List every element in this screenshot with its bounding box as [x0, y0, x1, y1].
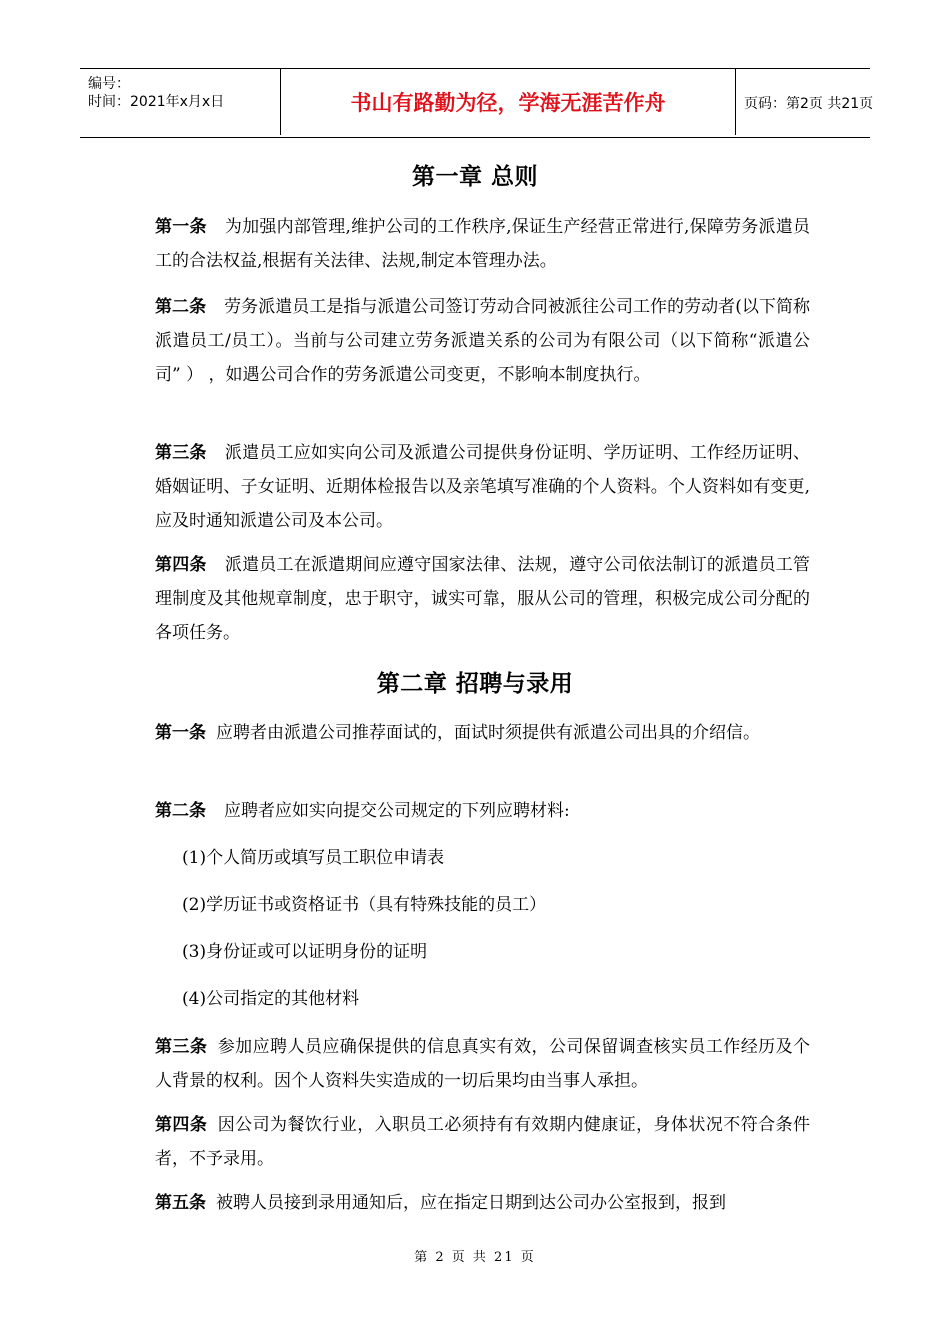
material-item: (2)学历证书或资格证书（具有特殊技能的员工） — [182, 895, 547, 915]
article-label: 第二条 — [155, 801, 206, 821]
chapter-2-title: 第二章 招聘与录用 — [376, 671, 574, 697]
article-label: 第四条 — [155, 555, 207, 575]
chapter-2-article-2 — [155, 794, 810, 828]
material-item: (1)个人简历或填写员工职位申请表 — [182, 848, 445, 868]
chapter-2-article-4 — [155, 1108, 810, 1176]
header-page-info: 页码：第2页 共21页 — [744, 96, 874, 112]
article-label: 第一条 — [155, 217, 207, 237]
document-number-label: 编号： — [88, 76, 130, 92]
article-label: 第三条 — [155, 1037, 208, 1057]
material-item: (4)公司指定的其他材料 — [182, 989, 360, 1009]
chapter-1-title: 第一章 总则 — [411, 164, 538, 190]
article-label: 第二条 — [155, 297, 207, 317]
page-footer: 第 2 页 共 21 页 — [414, 1250, 536, 1265]
chapter-1-article-3 — [155, 436, 810, 538]
article-text: 因公司为餐饮行业，入职员工必须持有有效期内健康证，身体状况不符合条件者，不予录用。 — [155, 1115, 811, 1169]
chapter-2-article-5 — [155, 1186, 810, 1220]
chapter-2-article-1 — [155, 716, 810, 750]
article-text: 应聘者由派遣公司推荐面试的，面试时须提供有派遣公司出具的介绍信。 — [216, 723, 760, 743]
header-meta-cell — [80, 69, 280, 137]
header-motto: 书山有路勤为径，学海无涯苦作舟 — [280, 69, 736, 135]
article-label: 第三条 — [155, 443, 207, 463]
chapter-1-article-2 — [155, 290, 810, 392]
article-label: 第一条 — [155, 723, 206, 743]
chapter-2-article-3 — [155, 1030, 810, 1098]
article-label: 第五条 — [155, 1193, 206, 1213]
article-text: 应聘者应如实向提交公司规定的下列应聘材料: — [224, 801, 570, 821]
material-item: (3)身份证或可以证明身份的证明 — [182, 942, 428, 962]
article-text: 派遣员工应如实向公司及派遣公司提供身份证明、学历证明、工作经历证明、婚姻证明、子女证明、近期体检报告以及亲笔填写准确的个人资料。个人资料如有变更,应及时通知派遣公司及本公司。 — [155, 443, 811, 531]
article-text: 为加强内部管理,维护公司的工作秩序,保证生产经营正常进行,保障劳务派遣员工的合法权益,根据有关法律、法规,制定本管理办法。 — [155, 217, 811, 271]
article-text: 派遣员工在派遣期间应遵守国家法律、法规，遵守公司依法制订的派遣员工管理制度及其他规章制度，忠于职守，诚实可靠，服从公司的管理，积极完成公司分配的各项任务。 — [155, 555, 811, 643]
article-text: 被聘人员接到录用通知后，应在指定日期到达公司办公室报到，报到 — [216, 1193, 726, 1213]
chapter-1-article-1 — [155, 210, 810, 278]
article-text: 劳务派遣员工是指与派遣公司签订劳动合同被派往公司工作的劳动者(以下简称派遣员工/员工）。当前与公司建立劳务派遣关系的公司为有限公司（以下简称“派遣公司” ） ，如遇公司合作的劳务派遣公司变更，不影响本制度执行。 — [155, 297, 810, 385]
chapter-1-article-4 — [155, 548, 810, 650]
document-header — [80, 68, 874, 138]
document-time-label: 时间：2021年x月x日 — [88, 94, 225, 110]
article-text: 参加应聘人员应确保提供的信息真实有效，公司保留调查核实员工作经历及个人背景的权利。因个人资料失实造成的一切后果均由当事人承担。 — [155, 1037, 811, 1091]
article-label: 第四条 — [155, 1115, 208, 1135]
